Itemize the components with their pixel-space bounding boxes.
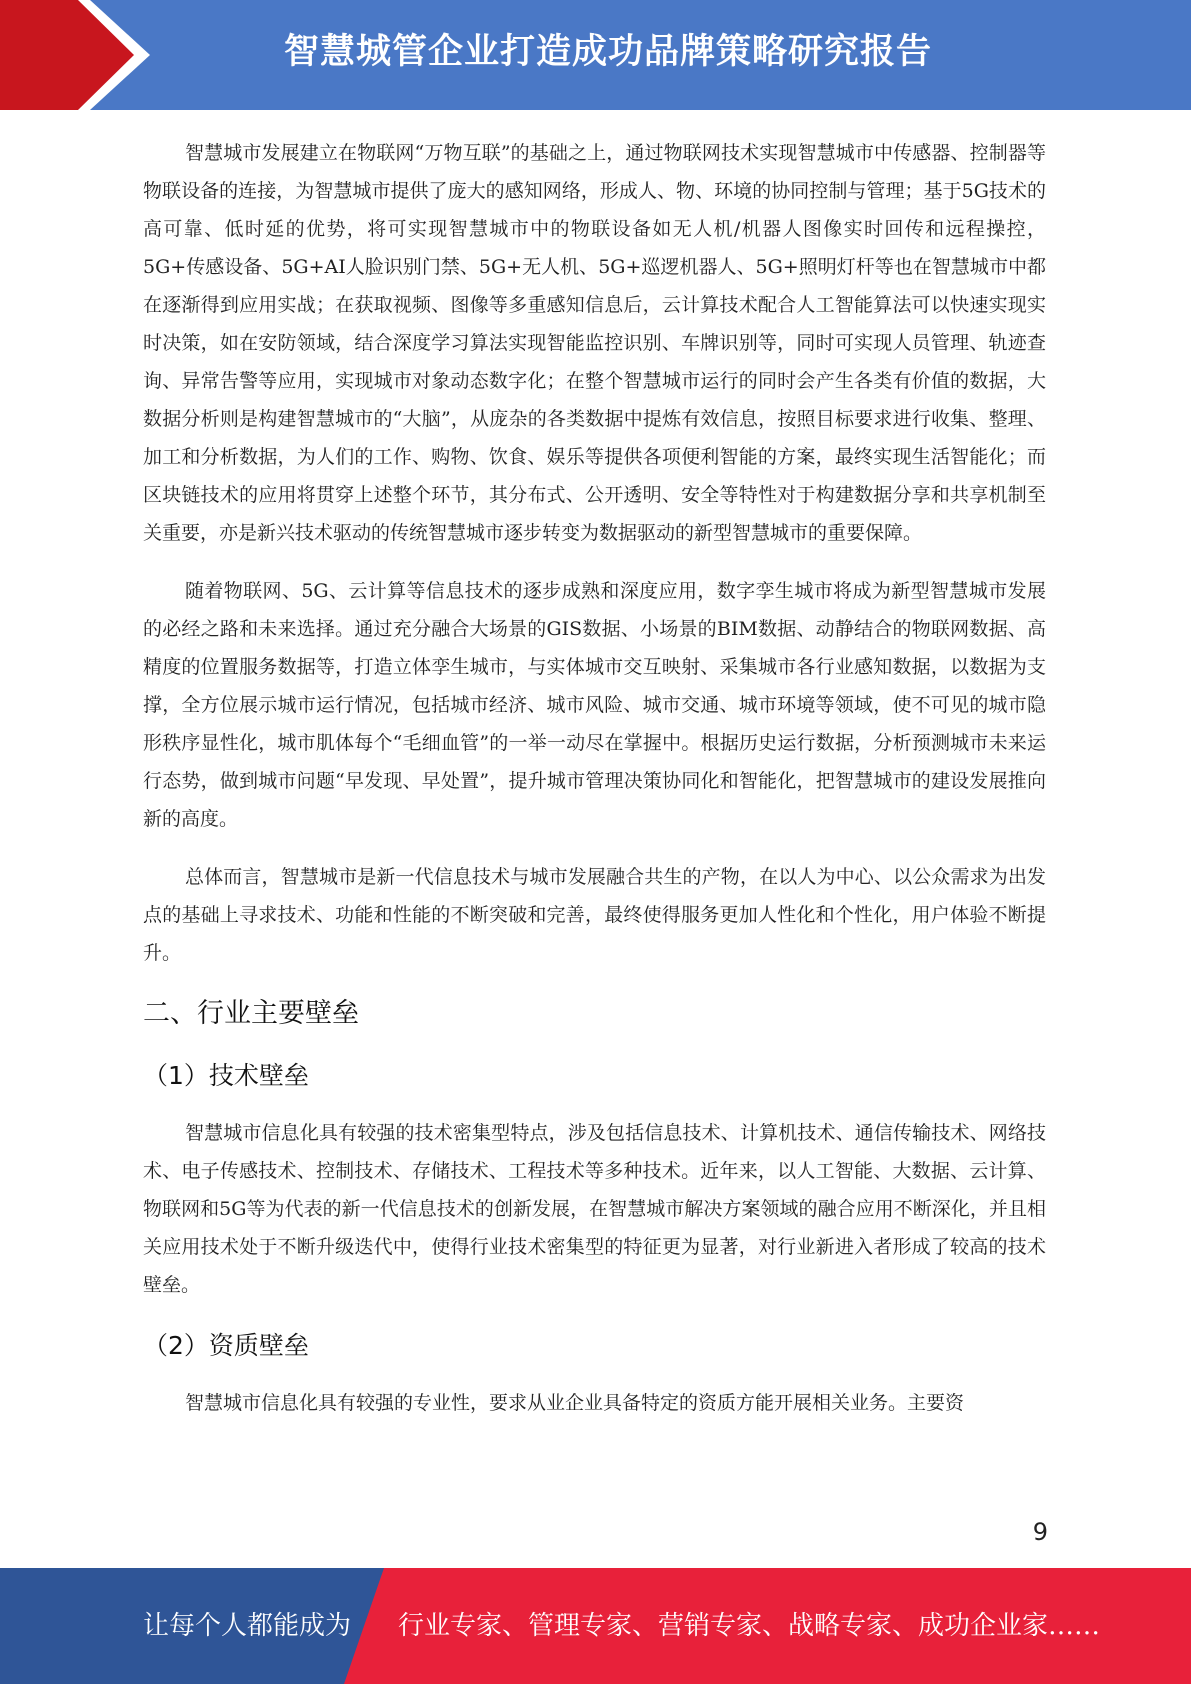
paragraph-smart-city-tech: 智慧城市发展建立在物联网“万物互联”的基础之上，通过物联网技术实现智慧城市中传感器、控制器等物联设备的连接，为智慧城市提供了庞大的感知网络，形成人、物、环境的协同控制与管理；基于5G技术的高可靠、低时延的优势，将可实现智慧城市中的物联设备如无人机/机器人图像实时回传和远程操控，5G+传感设备、5G+AI人脸识别门禁、5G+无人机、5G+巡逻机器人、5G+照明灯杆等也在智慧城市中都在逐渐得到应用实战；在获取视频、图像等多重感知信息后，云计算技术配合人工智能算法可以快速实现实时决策，如在安防领域，结合深度学习算法实现智能监控识别、车牌识别等，同时可实现人员管理、轨迹查询、异常告警等应用，实现城市对象动态数字化；在整个智慧城市运行的同时会产生各类有价值的数据，大数据分析则是构建智慧城市的“大脑”，从庞杂的各类数据中提炼有效信息，按照目标要求进行收集、整理、加工和分析数据，为人们的工作、购物、饮食、娱乐等提供各项便利智能的方案，最终实现生活智能化；而区块链技术的应用将贯穿上述整个环节，其分布式、公开透明、安全等特性对于构建数据分享和共享机制至关重要，亦是新兴技术驱动的传统智慧城市逐步转变为数据驱动的新型智慧城市的重要保障。 [143,142,1046,544]
paragraph-qualification-barrier: 智慧城市信息化具有较强的专业性，要求从业企业具备特定的资质方能开展相关业务。主要资 [185,1392,965,1414]
section-heading-barriers: 二、行业主要壁垒 [143,998,359,1029]
subsection-heading-qualification-barrier: （2）资质壁垒 [143,1331,309,1360]
subsection-heading-tech-barrier: （1）技术壁垒 [143,1061,309,1090]
page-header [0,0,1191,110]
page-footer [0,1568,1191,1684]
footer-slogan-left: 让每个人都能成为 [143,1611,352,1641]
document-body [143,134,1046,1442]
page-number: 9 [1032,1518,1048,1546]
paragraph-digital-twin: 随着物联网、5G、云计算等信息技术的逐步成熟和深度应用，数字孪生城市将成为新型智慧城市发展的必经之路和未来选择。通过充分融合大场景的GIS数据、小场景的BIM数据、动静结合的物联网数据、高精度的位置服务数据等，打造立体孪生城市，与实体城市交互映射、采集城市各行业感知数据，以数据为支撑，全方位展示城市运行情况，包括城市经济、城市风险、城市交通、城市环境等领域，使不可见的城市隐形秩序显性化，城市肌体每个“毛细血管”的一举一动尽在掌握中。根据历史运行数据，分析预测城市未来运行态势，做到城市问题“早发现、早处置”，提升城市管理决策协同化和智能化，把智慧城市的建设发展推向新的高度。 [143,580,1046,830]
footer-slogan-right: 行业专家、管理专家、营销专家、战略专家、成功企业家…… [398,1611,1101,1641]
paragraph-summary: 总体而言，智慧城市是新一代信息技术与城市发展融合共生的产物，在以人为中心、以公众需求为出发点的基础上寻求技术、功能和性能的不断突破和完善，最终使得服务更加人性化和个性化，用户体验不断提升。 [143,866,1046,964]
paragraph-tech-barrier: 智慧城市信息化具有较强的技术密集型特点，涉及包括信息技术、计算机技术、通信传输技术、网络技术、电子传感技术、控制技术、存储技术、工程技术等多种技术。近年来，以人工智能、大数据、云计算、物联网和5G等为代表的新一代信息技术的创新发展，在智慧城市解决方案领域的融合应用不断深化，并且相关应用技术处于不断升级迭代中，使得行业技术密集型的特征更为显著，对行业新进入者形成了较高的技术壁垒。 [143,1122,1046,1296]
report-title: 智慧城管企业打造成功品牌策略研究报告 [283,32,932,72]
